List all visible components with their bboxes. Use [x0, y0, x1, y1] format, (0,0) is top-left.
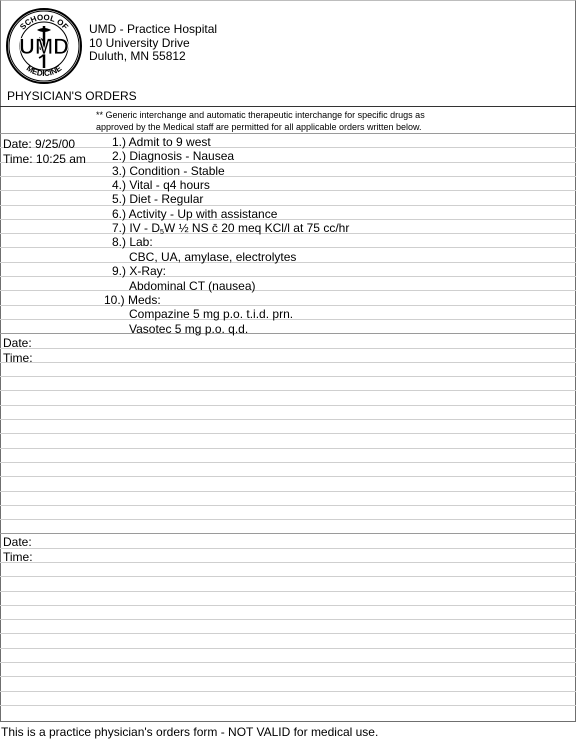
ruled-line — [0, 362, 576, 363]
ruled-line — [0, 676, 576, 677]
order-line: Compazine 5 mg p.o. t.i.d. prn. — [129, 307, 294, 321]
ruled-line — [0, 290, 576, 291]
entry2-time: Time: — [3, 351, 33, 365]
order-line: Abdominal CT (nausea) — [129, 279, 256, 293]
ruled-line — [0, 562, 576, 563]
ruled-line — [0, 247, 576, 248]
ruled-line — [0, 605, 576, 606]
interchange-note — [96, 110, 516, 133]
ruled-line — [0, 190, 576, 191]
ruled-line — [0, 519, 576, 520]
order-line: 2.) Diagnosis - Nausea — [112, 149, 235, 163]
note-line-1: ** Generic interchange and automatic therapeutic interchange for specific drugs as — [96, 110, 425, 120]
ruled-line — [0, 576, 576, 577]
order-line: 8.) Lab: — [112, 235, 153, 249]
note-line-2: approved by the Medical staff are permitted for all applicable orders written below. — [96, 121, 422, 132]
entry3-date: Date: — [3, 535, 32, 549]
ruled-line — [0, 390, 576, 391]
hospital-address — [89, 23, 217, 64]
hospital-name: UMD - Practice Hospital — [89, 22, 218, 36]
logo-top-text: SCHOOL OF — [18, 12, 70, 32]
ruled-line — [0, 219, 576, 220]
hospital-street: 10 University Drive — [89, 35, 190, 50]
ruled-line — [0, 691, 576, 692]
ruled-line — [0, 405, 576, 406]
ruled-line — [0, 162, 576, 163]
order-line: CBC, UA, amylase, electrolytes — [129, 250, 297, 264]
ruled-line — [0, 205, 576, 206]
ruled-line — [0, 276, 576, 277]
disclaimer-footer: This is a practice physician's orders form - NOT VALID for medical use. — [1, 725, 379, 739]
ruled-line — [0, 433, 576, 434]
ruled-line — [0, 376, 576, 377]
order-line: Vasotec 5 mg p.o. q.d. — [129, 322, 249, 336]
ruled-line — [0, 147, 576, 148]
hospital-city: Duluth, MN 55812 — [89, 49, 186, 63]
order-line: 10.) Meds: — [104, 293, 161, 307]
ruled-line — [0, 333, 576, 334]
ruled-line — [0, 633, 576, 634]
school-of-medicine-logo — [6, 8, 82, 84]
ruled-line — [0, 648, 576, 649]
order-line: 3.) Condition - Stable — [112, 164, 225, 178]
ruled-line — [0, 176, 576, 177]
ruled-line — [0, 419, 576, 420]
ruled-line — [0, 462, 576, 463]
order-line: 5.) Diet - Regular — [112, 192, 204, 206]
header-divider — [0, 106, 576, 107]
ruled-line — [0, 133, 576, 134]
order-line: 4.) Vital - q4 hours — [112, 178, 210, 192]
ruled-line — [0, 548, 576, 549]
order-line: 6.) Activity - Up with assistance — [112, 207, 278, 221]
ruled-line — [0, 448, 576, 449]
ruled-line — [0, 533, 576, 534]
order-line: 9.) X-Ray: — [112, 264, 167, 278]
logo-bottom-text: MEDICINE — [24, 63, 64, 79]
entry2-date: Date: — [3, 336, 32, 350]
form-title: PHYSICIAN'S ORDERS — [7, 89, 137, 103]
ruled-line — [0, 705, 576, 706]
ruled-line — [0, 591, 576, 592]
ruled-line — [0, 662, 576, 663]
logo-center-text: UMD — [18, 34, 70, 59]
ruled-line — [0, 505, 576, 506]
entry3-time: Time: — [3, 550, 33, 564]
ruled-line — [0, 476, 576, 477]
order-line: 7.) IV - $D_5W$ ½ NS c̄ 20 meq KCl/l at 75 cc/hr — [112, 221, 350, 236]
ruled-line — [0, 619, 576, 620]
ruled-line — [0, 491, 576, 492]
entry1-time: Time: 10:25 am — [3, 152, 86, 166]
ruled-line — [0, 305, 576, 306]
ruled-line — [0, 348, 576, 349]
order-line: 1.) Admit to 9 west — [112, 135, 211, 149]
entry1-date: Date: 9/25/00 — [3, 137, 76, 151]
